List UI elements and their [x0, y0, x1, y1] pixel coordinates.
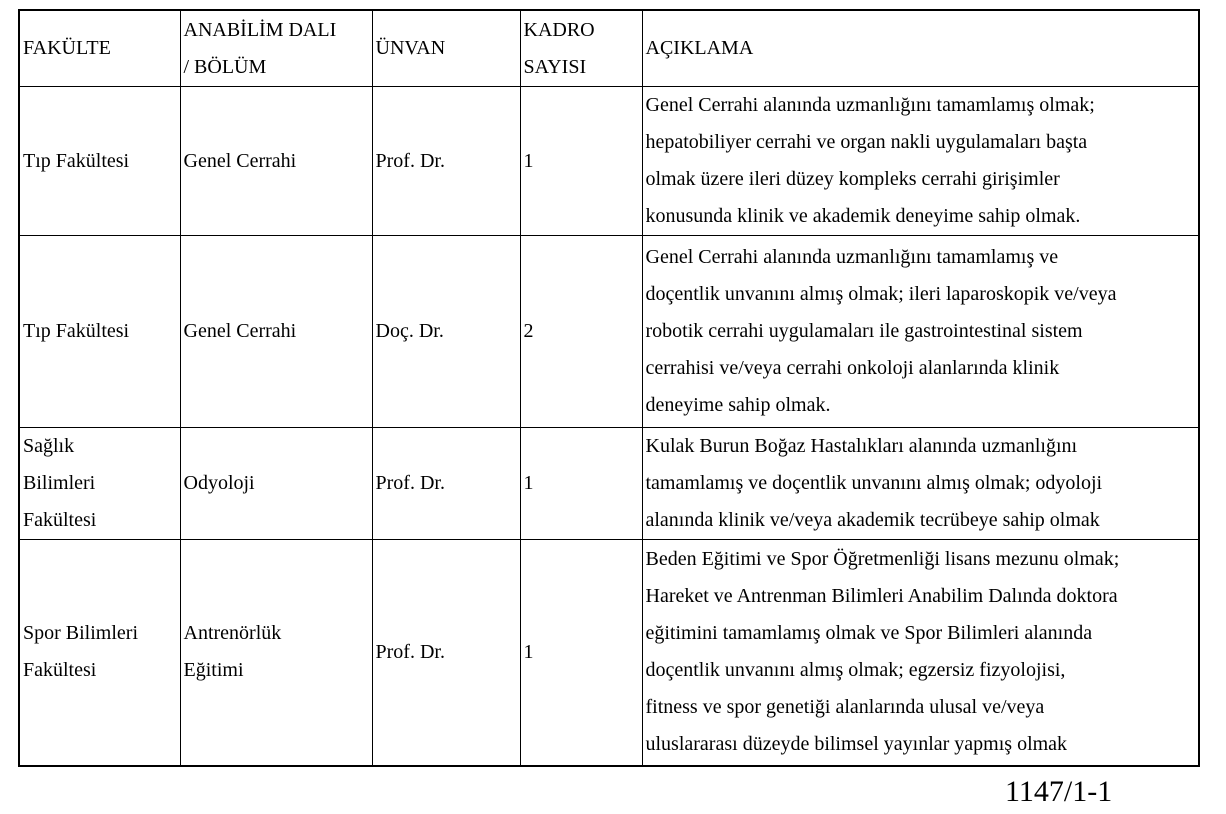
table-row [19, 87, 1199, 236]
description-cell [642, 428, 1199, 540]
header-faculty: FAKÜLTE [19, 10, 180, 87]
faculty-cell [19, 428, 180, 540]
description-cell-line: uluslararası düzeyde bilimsel yayınlar yapmış olmak [645, 733, 1068, 756]
table-row [19, 540, 1199, 766]
count-cell: 1 [520, 87, 642, 236]
faculty-cell-line: Fakültesi [23, 659, 97, 682]
description-cell-line: Genel Cerrahi alanında uzmanlığını tamamlamış olmak; [645, 94, 1095, 116]
description-cell-line: doçentlik unvanını almış olmak; egzersiz fizyolojisi, [645, 659, 1066, 682]
description-cell-line: Beden Eğitimi ve Spor Öğretmenliği lisans mezunu olmak; [645, 548, 1120, 571]
header-count [520, 10, 642, 87]
description-cell-line: alanında klinik ve/veya akademik tecrübeye sahip olmak [645, 509, 1100, 531]
count-cell: 1 [520, 540, 642, 766]
header-title: ÜNVAN [372, 10, 520, 87]
table-header-row [19, 10, 1199, 87]
description-cell-line: doçentlik unvanını almış olmak; ileri laparoskopik ve/veya [645, 283, 1117, 305]
description-cell-line: fitness ve spor genetiği alanlarında ulusal ve/veya [645, 696, 1045, 719]
header-description: AÇIKLAMA [642, 10, 1199, 87]
header-count-line: SAYISI [523, 55, 587, 78]
description-cell-line: hepatobiliyer cerrahi ve organ nakli uygulamaları başta [645, 131, 1088, 153]
header-department [180, 10, 372, 87]
title-cell: Prof. Dr. [372, 428, 520, 540]
page-number: 1147/1-1 [1005, 775, 1113, 808]
department-cell-line: Genel Cerrahi [183, 320, 297, 342]
description-cell [642, 87, 1199, 236]
department-cell [180, 236, 372, 428]
header-count-line: KADRO [523, 18, 595, 41]
title-cell: Doç. Dr. [372, 236, 520, 428]
title-cell: Prof. Dr. [372, 87, 520, 236]
description-cell-line: Hareket ve Antrenman Bilimleri Anabilim Dalında doktora [645, 585, 1118, 608]
description-cell-line: tamamlamış ve doçentlik unvanını almış olmak; odyoloji [645, 472, 1103, 494]
description-cell-line: Genel Cerrahi alanında uzmanlığını tamamlamış ve [645, 246, 1059, 268]
title-cell: Prof. Dr. [372, 540, 520, 766]
description-cell-line: eğitimini tamamlamış olmak ve Spor Bilimleri alanında [645, 622, 1093, 645]
header-department-line: ANABİLİM DALI [183, 18, 337, 41]
department-cell [180, 540, 372, 766]
faculty-cell-line: Tıp Fakültesi [23, 149, 130, 172]
description-cell-line: deneyime sahip olmak. [645, 394, 831, 416]
description-cell-line: cerrahisi ve/veya cerrahi onkoloji alanlarında klinik [645, 357, 1060, 379]
description-cell-line: olmak üzere ileri düzey kompleks cerrahi girişimler [645, 168, 1060, 190]
department-cell-line: Eğitimi [183, 659, 244, 682]
department-cell-line: Genel Cerrahi [183, 149, 297, 172]
description-cell-line: robotik cerrahi uygulamaları ile gastrointestinal sistem [645, 320, 1083, 342]
faculty-cell [19, 87, 180, 236]
description-cell [642, 236, 1199, 428]
faculty-cell-line: Sağlık [23, 435, 75, 457]
description-cell-line: konusunda klinik ve akademik deneyime sahip olmak. [645, 205, 1081, 227]
table-row [19, 428, 1199, 540]
department-cell-line: Antrenörlük [183, 622, 282, 645]
faculty-cell-line: Spor Bilimleri [23, 622, 138, 645]
department-cell-line: Odyoloji [183, 472, 255, 494]
staff-positions-table [18, 9, 1200, 767]
description-cell-line: Kulak Burun Boğaz Hastalıkları alanında uzmanlığını [645, 435, 1078, 457]
count-cell: 1 [520, 428, 642, 540]
faculty-cell-line: Tıp Fakültesi [23, 320, 130, 342]
header-department-line: / BÖLÜM [183, 55, 267, 78]
department-cell [180, 428, 372, 540]
description-cell [642, 540, 1199, 766]
table-row [19, 236, 1199, 428]
faculty-cell [19, 236, 180, 428]
faculty-cell [19, 540, 180, 766]
count-cell: 2 [520, 236, 642, 428]
faculty-cell-line: Bilimleri [23, 472, 96, 494]
department-cell [180, 87, 372, 236]
faculty-cell-line: Fakültesi [23, 509, 97, 531]
